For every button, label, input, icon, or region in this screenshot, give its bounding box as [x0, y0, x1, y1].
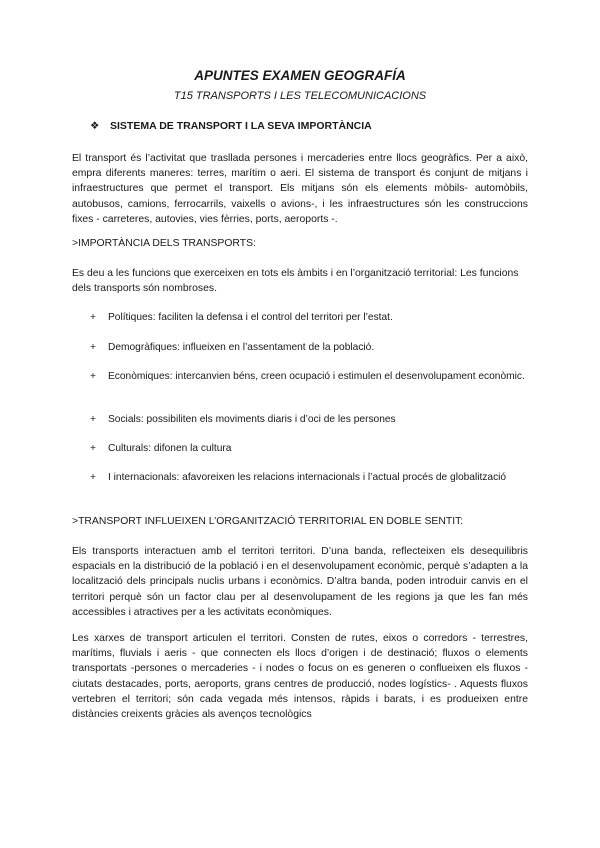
list-item-text: Demogràfiques: influeixen en l’assentament de la població.	[108, 342, 375, 353]
list-item-text: Socials: possibiliten els moviments diaris i d’oci de les persones	[108, 414, 396, 425]
intro-paragraph: El transport és l’activitat que trasllada persones i mercaderies entre llocs geogràfics. Per a això, empra diferents maneres: terres, marítim o aeri. El sistema de transport és conjunt de mitjans i infraestructures que permet el transport. Els mitjans són els elements mòbils- automòbils, autobusos, camions, ferrocarrils, vaixells o avions-, i les infraestructures són les construccions fixes - carreteres, autovies, vies fèrries, ports, aeroports -.	[72, 153, 528, 225]
importance-intro-paragraph: Es deu a les funcions que exerceixen en tots els àmbits i en l’organització territorial: Les funcions dels transports són nombroses.	[72, 268, 519, 295]
networks-paragraph: Les xarxes de transport articulen el territori. Consten de rutes, eixos o corredors - terrestres, marítims, fluvials i aeris - que connecten els llocs d’origen i de destinació; fluxos o elements transportats -persones o mercaderies - i nodes o focus on es generen o conflueixen els fluxos - ciutats destacades, ports, aeroports, grans centres de producció, nodes logístics- . Aquests fluxos vertebren el territori; són cada vegada més intensos, ràpids i barats, i es produeixen entre distàncies creixents gràcies als avenços tecnològics	[72, 633, 528, 721]
document-title: APUNTES EXAMEN GEOGRAFÍA	[194, 68, 406, 83]
list-marker: +	[90, 371, 96, 382]
list-marker: +	[90, 414, 96, 425]
subheading-importance: >IMPORTÀNCIA DELS TRANSPORTS:	[72, 238, 256, 249]
subheading-territorial: >TRANSPORT INFLUEIXEN L’ORGANITZACIÓ TERRITORIAL EN DOBLE SENTIT:	[72, 516, 464, 527]
list-marker: +	[90, 312, 96, 323]
list-item-text: Econòmiques: intercanvien béns, creen ocupació i estimulen el desenvolupament econòmic.	[108, 371, 525, 382]
territorial-paragraph: Els transports interactuen amb el territori territori. D’una banda, reflecteixen els desequilibris espacials en la distribució de la població i en el desenvolupament econòmic, perquè s’adapten a la localització dels principals nuclis urbans i econòmics. D’altra banda, poden introduir canvis en el territori perquè són un factor clau per al desenvolupament de les regions ja que les fan més accessibles i atractives per a les activitats econòmiques.	[72, 546, 528, 618]
list-item-text: Polítiques: faciliten la defensa i el control del territori per l’estat.	[108, 312, 393, 323]
list-marker: +	[90, 342, 96, 353]
diamond-bullet-icon: ❖	[90, 120, 100, 132]
document-subtitle: T15 TRANSPORTS I LES TELECOMUNICACIONS	[173, 90, 427, 102]
section-heading-text: SISTEMA DE TRANSPORT I LA SEVA IMPORTÀNCIA	[110, 120, 372, 132]
list-item-text: I internacionals: afavoreixen les relacions internacionals i l’actual procés de globalització	[108, 472, 507, 483]
section-heading	[90, 120, 372, 132]
list-marker: +	[90, 472, 96, 483]
list-marker: +	[90, 443, 96, 454]
list-item-text: Culturals: difonen la cultura	[108, 443, 232, 454]
